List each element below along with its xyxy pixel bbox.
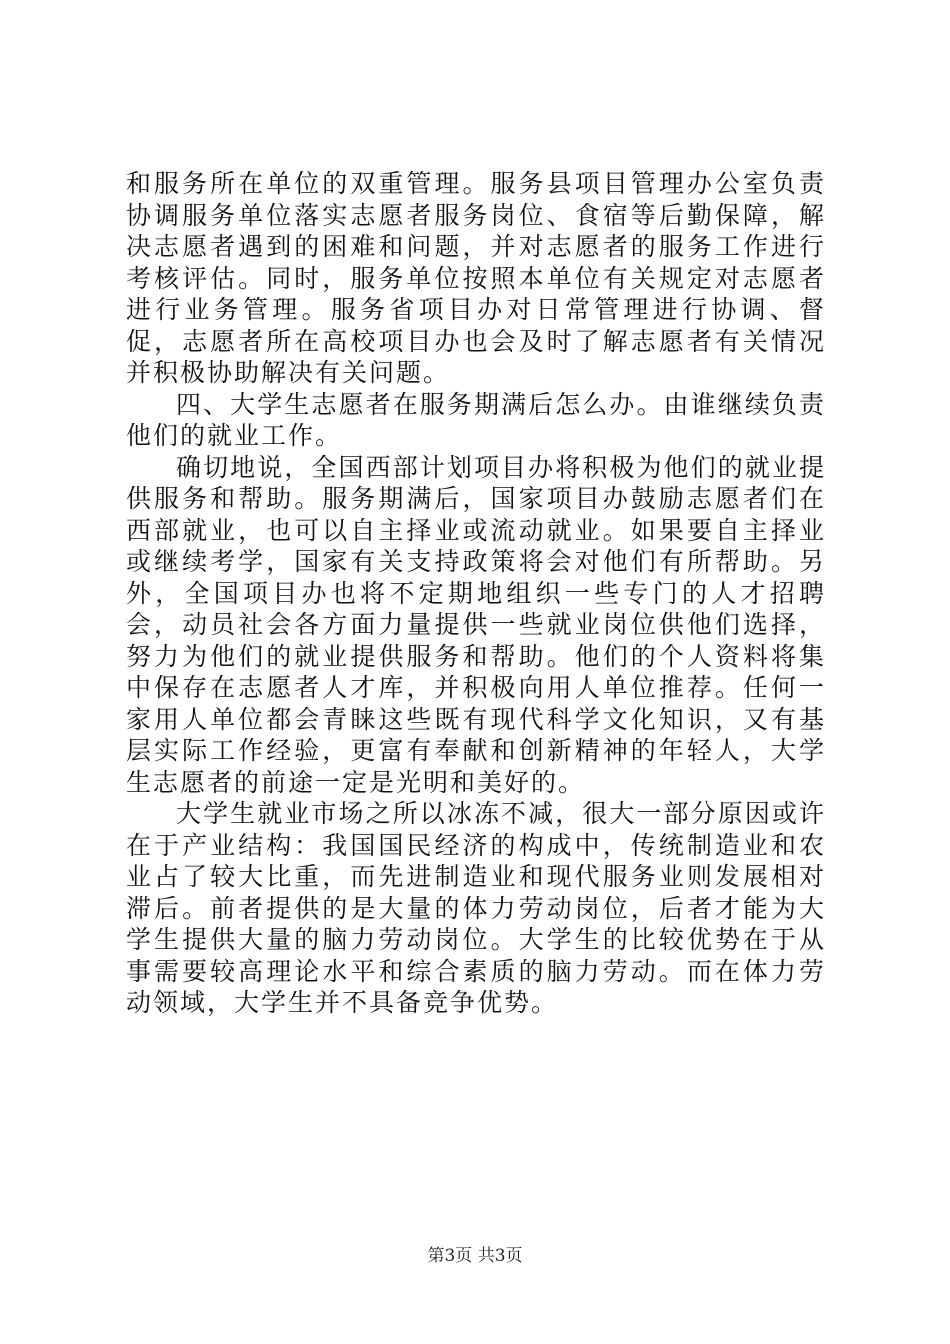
paragraph-answer: 确切地说，全国西部计划项目办将积极为他们的就业提供服务和帮助。服务期满后，国家项目办鼓励志愿者们在西部就业，也可以自主择业或流动就业。如果要自主择业或继续考学，国家有关支持政策将会对他们有所帮助。另外，全国项目办也将不定期地组织一些专门的人才招聘会，动员社会各方面力量提供一些就业岗位供他们选择，努力为他们的就业提供服务和帮助。他们的个人资料将集中保存在志愿者人才库，并积极向用人单位推荐。任何一家用人单位都会青睐这些既有现代科学文化知识，又有基层实际工作经验，更富有奉献和创新精神的年轻人，大学生志愿者的前途一定是光明和美好的。 [126,452,826,797]
document-body [126,168,826,1019]
page-number-footer: 第3页 共3页 [427,1246,523,1266]
paragraph-continuation: 和服务所在单位的双重管理。服务县项目管理办公室负责协调服务单位落实志愿者服务岗位、食宿等后勤保障，解决志愿者遇到的困难和问题，并对志愿者的服务工作进行考核评估。同时，服务单位按照本单位有关规定对志愿者进行业务管理。服务省项目办对日常管理进行协调、督促，志愿者所在高校项目办也会及时了解志愿者有关情况并积极协助解决有关问题。 [126,169,826,387]
paragraph-analysis: 大学生就业市场之所以冰冻不减，很大一部分原因或许在于产业结构：我国国民经济的构成中，传统制造业和农业占了较大比重，而先进制造业和现代服务业则发展相对滞后。前者提供的是大量的体力劳动岗位，后者才能为大学生提供大量的脑力劳动岗位。大学生的比较优势在于从事需要较高理论水平和综合素质的脑力劳动。而在体力劳动领域，大学生并不具备竞争优势。 [126,799,826,1017]
paragraph-question-heading: 四、大学生志愿者在服务期满后怎么办。由谁继续负责他们的就业工作。 [126,389,826,450]
